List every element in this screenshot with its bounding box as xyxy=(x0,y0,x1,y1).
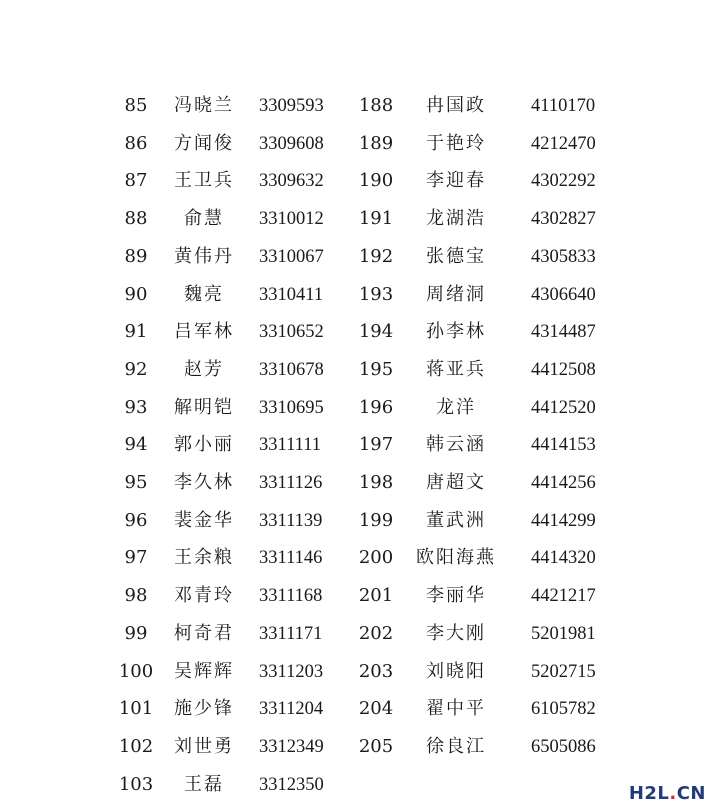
right-person-name: 张德宝 xyxy=(426,245,486,267)
left-id-code: 3311204 xyxy=(259,699,324,720)
left-id-code: 3311146 xyxy=(259,548,323,569)
left-person-name: 裴金华 xyxy=(174,509,234,531)
right-person-name: 李迎春 xyxy=(426,170,486,192)
right-seq-number: 192 xyxy=(358,245,394,267)
watermark-dot: . xyxy=(669,783,677,804)
left-seq-number: 86 xyxy=(124,132,148,154)
right-person-name: 李丽华 xyxy=(426,585,486,607)
right-seq-number: 191 xyxy=(358,208,394,230)
left-id-code: 3311203 xyxy=(259,661,324,682)
right-id-code: 4305833 xyxy=(531,246,596,267)
left-person-name: 赵芳 xyxy=(184,358,224,380)
left-id-code: 3311126 xyxy=(259,473,323,493)
right-seq-number: 204 xyxy=(358,698,394,720)
left-person-name: 俞慧 xyxy=(184,208,224,230)
left-seq-number: 101 xyxy=(118,698,154,720)
right-seq-number: 188 xyxy=(358,95,394,116)
left-person-name: 黄伟丹 xyxy=(174,245,234,267)
right-person-name: 龙洋 xyxy=(436,396,476,418)
right-id-code: 4306640 xyxy=(531,284,596,305)
right-id-code: 4212470 xyxy=(531,133,596,154)
left-seq-number: 97 xyxy=(124,547,148,569)
right-person-name: 徐良江 xyxy=(426,735,486,757)
table-row xyxy=(0,728,720,766)
left-id-code: 3310012 xyxy=(259,209,324,230)
left-person-name: 冯晓兰 xyxy=(174,95,234,116)
left-id-code: 3312349 xyxy=(259,736,324,757)
left-id-code: 3310067 xyxy=(259,246,324,267)
right-person-name: 周绪洞 xyxy=(426,283,486,305)
table-row xyxy=(0,426,720,464)
right-seq-number: 193 xyxy=(358,283,394,305)
right-seq-number: 198 xyxy=(358,472,394,493)
right-seq-number: 189 xyxy=(358,132,394,154)
watermark-part-1: H2L xyxy=(628,783,670,804)
right-id-code: 5201981 xyxy=(531,623,596,644)
left-seq-number: 87 xyxy=(124,170,148,192)
table-row xyxy=(0,615,720,653)
right-seq-number: 200 xyxy=(358,547,394,569)
left-id-code: 3311139 xyxy=(259,510,323,531)
left-seq-number: 85 xyxy=(124,95,148,116)
left-person-name: 柯奇君 xyxy=(174,622,234,644)
right-id-code: 4414256 xyxy=(531,473,596,493)
left-seq-number: 96 xyxy=(124,509,148,531)
right-person-name: 冉国政 xyxy=(426,95,486,116)
table-row xyxy=(0,162,720,200)
left-person-name: 刘世勇 xyxy=(174,735,234,757)
right-person-name: 韩云涵 xyxy=(426,434,486,456)
right-person-name: 欧阳海燕 xyxy=(416,547,496,569)
left-seq-number: 99 xyxy=(124,622,148,644)
right-id-code: 4314487 xyxy=(531,322,596,343)
left-seq-number: 92 xyxy=(124,358,148,380)
right-person-name: 蒋亚兵 xyxy=(426,358,486,380)
table-row xyxy=(0,766,720,804)
right-person-name: 龙湖浩 xyxy=(426,208,486,230)
table-row xyxy=(0,313,720,351)
right-id-code: 4302292 xyxy=(531,171,596,192)
right-person-name: 李大刚 xyxy=(426,622,486,644)
left-person-name: 吕军林 xyxy=(174,321,234,343)
table-row xyxy=(0,276,720,314)
table-row xyxy=(0,502,720,540)
left-seq-number: 102 xyxy=(118,735,154,757)
left-person-name: 解明铠 xyxy=(174,396,234,418)
left-seq-number: 94 xyxy=(124,434,148,456)
table-row xyxy=(0,389,720,427)
left-id-code: 3311111 xyxy=(259,435,322,456)
left-id-code: 3311168 xyxy=(259,586,323,607)
table-row xyxy=(0,464,720,502)
left-person-name: 邓青玲 xyxy=(174,585,234,607)
right-seq-number: 190 xyxy=(358,170,394,192)
right-seq-number: 205 xyxy=(358,735,394,757)
left-person-name: 施少锋 xyxy=(174,698,234,720)
left-person-name: 魏亮 xyxy=(184,283,224,305)
left-id-code: 3310411 xyxy=(259,284,324,305)
table-row xyxy=(0,577,720,615)
right-person-name: 翟中平 xyxy=(426,698,486,720)
right-seq-number: 199 xyxy=(358,509,394,531)
table-row xyxy=(0,653,720,691)
right-id-code: 4414299 xyxy=(531,510,596,531)
right-seq-number: 195 xyxy=(358,358,394,380)
right-person-name: 于艳玲 xyxy=(426,132,486,154)
right-person-name: 董武洲 xyxy=(426,509,486,531)
right-person-name: 刘晓阳 xyxy=(426,660,486,682)
left-seq-number: 91 xyxy=(124,321,148,343)
left-id-code: 3311171 xyxy=(259,623,323,644)
table-row xyxy=(0,125,720,163)
watermark-logo xyxy=(629,783,706,804)
right-seq-number: 197 xyxy=(358,434,394,456)
right-seq-number: 201 xyxy=(358,585,394,607)
right-id-code: 4414153 xyxy=(531,435,596,456)
left-person-name: 王卫兵 xyxy=(174,170,234,192)
right-id-code: 4412508 xyxy=(531,359,596,380)
left-person-name: 吴辉辉 xyxy=(174,660,234,682)
right-id-code: 6505086 xyxy=(531,736,596,757)
right-id-code: 6105782 xyxy=(531,699,596,720)
table-row xyxy=(0,539,720,577)
left-seq-number: 95 xyxy=(124,472,148,493)
left-seq-number: 100 xyxy=(118,660,154,682)
right-seq-number: 196 xyxy=(358,396,394,418)
left-seq-number: 90 xyxy=(124,283,148,305)
right-id-code: 5202715 xyxy=(531,661,596,682)
right-id-code: 4110170 xyxy=(531,96,596,116)
watermark-part-2: CN xyxy=(676,783,706,804)
left-id-code: 3310695 xyxy=(259,397,324,418)
left-seq-number: 89 xyxy=(124,245,148,267)
left-seq-number: 98 xyxy=(124,585,148,607)
right-id-code: 4412520 xyxy=(531,397,596,418)
left-seq-number: 93 xyxy=(124,396,148,418)
right-seq-number: 194 xyxy=(358,321,394,343)
right-id-code: 4302827 xyxy=(531,209,596,230)
right-seq-number: 202 xyxy=(358,622,394,644)
table-row xyxy=(0,238,720,276)
left-person-name: 王余粮 xyxy=(174,547,234,569)
table-row xyxy=(0,200,720,238)
left-seq-number: 88 xyxy=(124,208,148,230)
left-id-code: 3309632 xyxy=(259,171,324,192)
left-id-code: 3310678 xyxy=(259,359,324,380)
left-id-code: 3309593 xyxy=(259,96,324,116)
right-person-name: 唐超文 xyxy=(426,472,486,493)
left-id-code: 3309608 xyxy=(259,133,324,154)
table-row xyxy=(0,690,720,728)
left-id-code: 3310652 xyxy=(259,322,324,343)
left-seq-number: 103 xyxy=(118,773,154,795)
left-person-name: 李久林 xyxy=(174,472,234,493)
right-id-code: 4414320 xyxy=(531,548,596,569)
left-id-code: 3312350 xyxy=(259,774,324,795)
left-person-name: 郭小丽 xyxy=(174,434,234,456)
left-person-name: 王磊 xyxy=(184,773,224,795)
right-person-name: 孙李林 xyxy=(426,321,486,343)
left-person-name: 方闻俊 xyxy=(174,132,234,154)
table-row xyxy=(0,87,720,125)
right-id-code: 4421217 xyxy=(531,586,596,607)
right-seq-number: 203 xyxy=(358,660,394,682)
table-row xyxy=(0,351,720,389)
